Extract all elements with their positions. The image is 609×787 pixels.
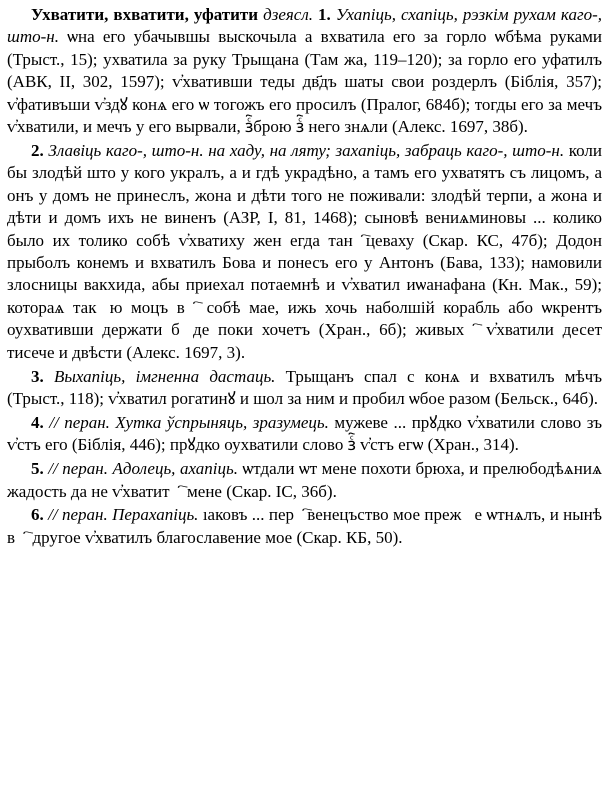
sense-number: 1.	[318, 5, 331, 24]
sense-number: 6.	[31, 505, 44, 525]
sense-definition: Злавіць каго-, што-н. на хаду, на ляту; захапіць, забраць каго-, што-н.	[48, 140, 565, 160]
sense-4	[7, 412, 602, 457]
sense-citations: Трыщанъ спал с конѧ и вхватилъ мѣчъ (Трыст., 118); ѵ҆хватил рогатинꙋ и шол за ним и пробил ѡбое разом (Бельск., 64б).	[7, 366, 603, 408]
sense-citations: ѡтдали ѡт мене похоти брюха, и прелюбодѣѧниѧ жадость да не ѵ҆хватитⷭ҇ мене (Скар. IC, 36б).	[7, 459, 603, 501]
sense-number: 2.	[31, 140, 44, 160]
sense-citations: мужеве ... прꙋдко ѵ҆хватили слово зъ ѵ҆стъ его (Біблія, 446); прꙋдко оухватили слово зⷭ҇ ѵ҆стъ егѡ (Хран., 314).	[7, 412, 602, 455]
part-of-speech: дзеясл.	[263, 5, 313, 24]
sense-definition: Ухапіць, схапіць, рэзкім рухам каго-, што-н.	[7, 5, 602, 47]
sense-citations: ıаковъ ... перⷭ҇венецъство мое прежⷣе ѡтнѧлъ, и нынѣ вⷭ҇ другое ѵ҆хватилъ благославение мое (Скар. КБ, 50).	[7, 505, 603, 547]
sense-6	[7, 504, 602, 549]
sense-number: 3.	[31, 366, 44, 386]
sense-3	[7, 366, 602, 411]
headword: Ухватити, вхватити, уфатити	[31, 5, 259, 24]
sense-number: 5.	[31, 459, 44, 479]
sense-definition: Выхапіць, імгненна дастаць.	[53, 366, 276, 386]
sense-2	[7, 140, 602, 364]
sense-citations: коли бы злодѣй што у кого укралъ, а и гдѣ украдѣно, а тамъ его ухватятъ съ лицомъ, а онъ у домъ не принеслъ, жона и дѣти того не поживали: злодѣй терпи, а жона и дѣти и домъ ихъ не виненъ (АЗР, I, 81, 1468); сыновѣ вениѧминовы ... колико было их толико собѣ ѵ҆хватиху жен егда танⷭ҇цеваху (Скар. КС, 47б); Додон прыболъ конемъ и вхватилъ Бова и понесъ его у Антонъ (Бава, 133); намовили злосницы вакхида, абы приехал потаемнѣ и ѵ҆хватил иѡанафана (Кн. Мак., 59); котораѧ такꙋю моцъ вⷭ҇ собѣ мае, ижь хочь наболшій корабль або ѡкрентъ оухвативши держати бꙋде поки хочетъ (Хран., 6б); живыхⷭ҇ ѵ҆хватили десет тисече и двѣсти (Алекс. 1697, 3).	[7, 140, 603, 362]
sense-definition: // перан. Адолець, ахапіць.	[48, 459, 238, 479]
sense-1	[7, 4, 602, 138]
sense-number: 4.	[31, 412, 44, 432]
sense-5	[7, 458, 602, 503]
sense-definition: // перан. Хутка ўспрыняць, зразумець.	[49, 412, 329, 432]
sense-definition: // перан. Перахапіць.	[48, 505, 199, 525]
sense-citations: ѡна его убачывшы выскочыла а вхватила его за горло ѡбѣма руками (Трыст., 15); ухватила за руку Трыщана (Там жа, 119–120); за горло его уфатилъ (АВК, II, 302, 1597); ѵ҆хвативши теды дв҃дъ шаты свои роздерлъ (Біблія, 357); ѵ҆фативъши ѵ҆здꙋ конѧ его ѡ тогожъ его просилъ (Пралог, 684б); тогды его за мечъ ѵ҆хватили, и мечъ у его вырвали, зⷭ҇брою зⷭ҇ него знѧли (Алекс. 1697, 38б).	[7, 27, 602, 137]
